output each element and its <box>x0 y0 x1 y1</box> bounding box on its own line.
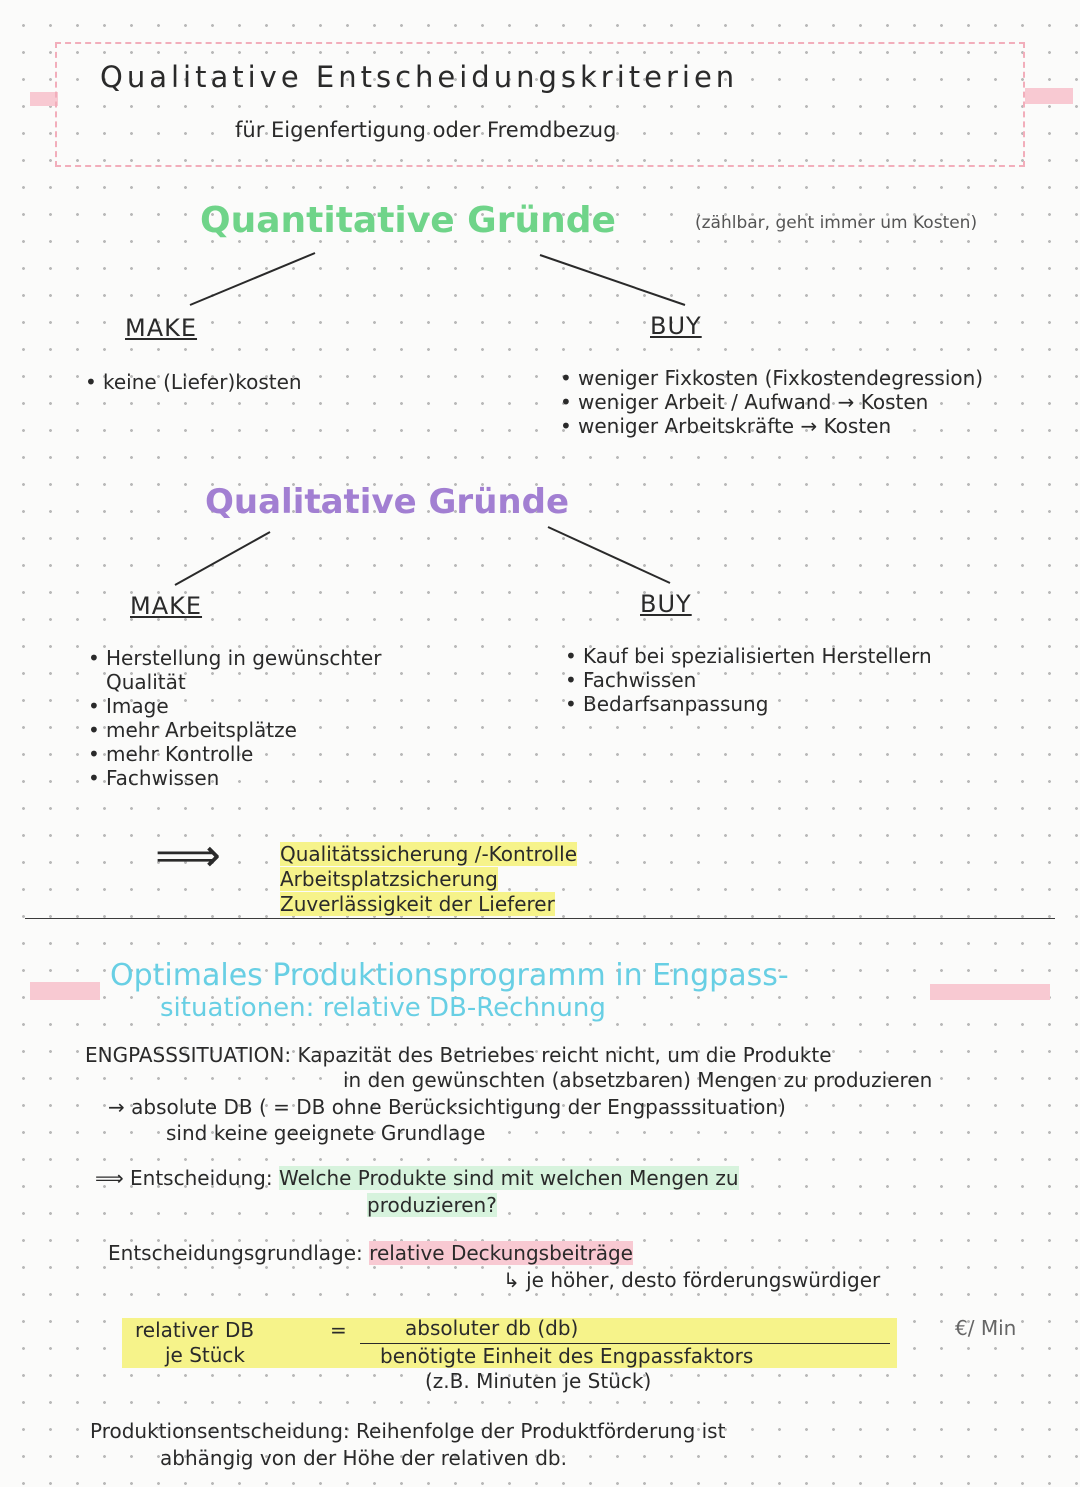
qual-buy-list <box>565 644 1045 716</box>
quant-make-label: MAKE <box>125 314 198 342</box>
qual-buy-label: BUY <box>640 590 692 618</box>
entscheidung-label: ⟹ Entscheidung: <box>95 1166 273 1190</box>
formula-denominator: benötigte Einheit des Engpassfaktors <box>380 1344 754 1368</box>
heading-marker-left <box>30 982 100 1000</box>
produktion-block <box>90 1418 725 1472</box>
list-item: • keine (Liefer)kosten <box>85 370 445 394</box>
qual-make-label: MAKE <box>130 592 203 620</box>
entscheidung-block <box>95 1165 739 1219</box>
quant-buy-list <box>560 366 1070 438</box>
conclusion-item: Qualitätssicherung /-Kontrolle <box>280 842 577 866</box>
section-divider <box>25 918 1055 919</box>
qual-make-list <box>88 646 448 790</box>
list-item: • Kauf bei spezialisierten Herstellern <box>565 644 1045 668</box>
grundlage-value: relative Deckungsbeiträge <box>369 1241 633 1265</box>
qual-buy-branch <box>548 527 670 583</box>
conclusion-item: Arbeitsplatzsicherung <box>280 867 498 891</box>
grundlage-label: Entscheidungsgrundlage: <box>108 1241 363 1265</box>
engpass-block <box>85 1043 932 1093</box>
absolute-db-line2: sind keine geeignete Grundlage <box>166 1121 486 1145</box>
absolute-db-block <box>108 1094 786 1146</box>
list-item: • Herstellung in gewünschter Qualität <box>88 646 448 694</box>
qualitative-heading: Qualitative Gründe <box>205 482 570 522</box>
quant-buy-branch <box>540 255 685 305</box>
page-subtitle: für Eigenfertigung oder Fremdbezug <box>235 118 617 142</box>
quantitative-note: (zählbar, geht immer um Kosten) <box>695 213 978 233</box>
section2-heading <box>110 960 789 1024</box>
qual-make-branch <box>175 532 270 585</box>
list-item: • Image <box>88 694 448 718</box>
entscheidung-question-2: produzieren? <box>367 1193 497 1217</box>
formula-numerator: absoluter db (db) <box>405 1316 579 1340</box>
quant-make-list <box>85 370 445 394</box>
engpass-text-2: in den gewünschten (absetzbaren) Mengen zu produzieren <box>343 1068 933 1092</box>
implies-arrow-icon: ⟹ <box>155 828 221 882</box>
quant-make-branch <box>190 253 315 305</box>
engpass-label: ENGPASSSITUATION: <box>85 1043 292 1067</box>
absolute-db-line1: → absolute DB ( = DB ohne Berücksichtigung der Engpasssituation) <box>108 1095 786 1119</box>
list-item: • mehr Kontrolle <box>88 742 448 766</box>
list-item: • Bedarfsanpassung <box>565 692 1045 716</box>
formula-lhs-line1: relativer DB <box>135 1318 255 1342</box>
list-item: • weniger Fixkosten (Fixkostendegression) <box>560 366 1070 390</box>
list-item: • weniger Arbeitskräfte → Kosten <box>560 414 1070 438</box>
formula-lhs <box>135 1318 254 1368</box>
produktion-text-2: abhängig von der Höhe der relativen db. <box>160 1446 567 1470</box>
quantitative-heading: Quantitative Gründe <box>200 200 616 241</box>
produktion-label: Produktionsentscheidung: <box>90 1419 350 1443</box>
grundlage-note: ↳ je höher, desto förderungswürdiger <box>503 1268 881 1292</box>
formula-unit: €/ Min <box>955 1316 1017 1340</box>
list-item: • Fachwissen <box>565 668 1045 692</box>
grundlage-block <box>108 1240 880 1294</box>
quant-buy-label: BUY <box>650 312 702 340</box>
entscheidung-question: Welche Produkte sind mit welchen Mengen zu <box>278 1166 739 1190</box>
formula-equals: = <box>330 1318 347 1342</box>
list-item: • weniger Arbeit / Aufwand → Kosten <box>560 390 1070 414</box>
heading-marker-right <box>930 984 1050 1000</box>
conclusion-block <box>280 842 577 917</box>
section2-heading-line2: situationen: relative DB-Rechnung <box>160 993 606 1023</box>
formula-lhs-line2: je Stück <box>165 1343 246 1367</box>
page-title: Qualitative Entscheidungskriterien <box>100 60 739 94</box>
list-item: • Fachwissen <box>88 766 448 790</box>
formula-example: (z.B. Minuten je Stück) <box>425 1369 652 1393</box>
section2-heading-line1: Optimales Produktionsprogramm in Engpass- <box>110 958 789 993</box>
conclusion-item: Zuverlässigkeit der Lieferer <box>280 892 555 916</box>
produktion-text: Reihenfolge der Produktförderung ist <box>356 1419 726 1443</box>
list-item: • mehr Arbeitsplätze <box>88 718 448 742</box>
engpass-text: Kapazität des Betriebes reicht nicht, um die Produkte <box>297 1043 832 1067</box>
